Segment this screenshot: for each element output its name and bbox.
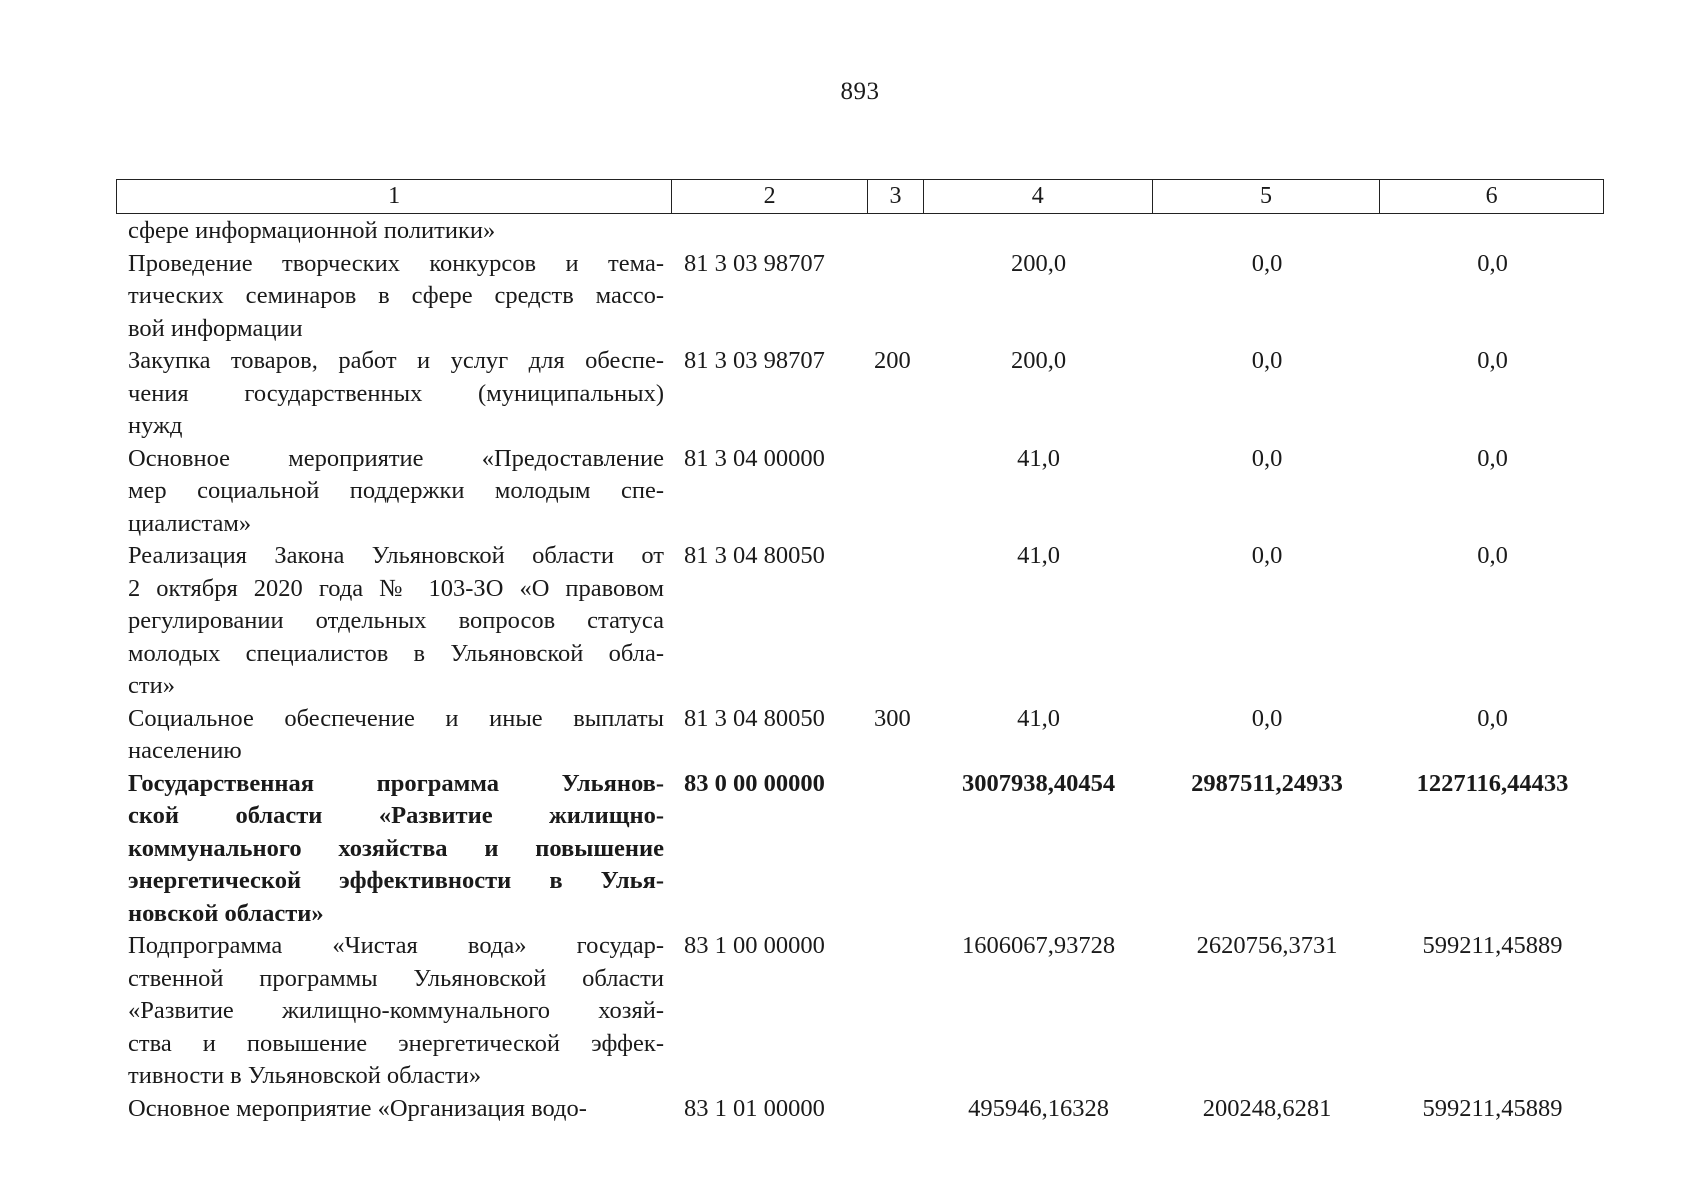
row-value-col5: 2620756,3731 [1196, 932, 1338, 959]
description-line: сти» [128, 672, 175, 699]
table-row [116, 703, 1604, 768]
row-code: 81 3 04 80050 [684, 542, 825, 569]
row-expense-type: 200 [874, 347, 911, 374]
row-description [116, 703, 672, 768]
description-line: новской области» [128, 899, 324, 927]
row-value-col4: 41,0 [1017, 704, 1060, 732]
description-line: энергетической эффективности в Улья- [128, 867, 664, 894]
table-row [116, 215, 1604, 248]
description-line: вой информации [128, 314, 303, 342]
table-row [116, 345, 1604, 443]
row-code: 83 1 00 00000 [684, 932, 825, 959]
row-value-col6: 0,0 [1477, 542, 1508, 569]
description-line: молодых специалистов в Ульяновской обла- [128, 639, 664, 667]
description-line: тических семинаров в сфере средств массо- [128, 282, 664, 309]
table-row [116, 1093, 1604, 1126]
row-code [672, 215, 868, 248]
row-value-col5 [1153, 215, 1381, 248]
row-value-col5: 0,0 [1251, 249, 1283, 277]
row-value-col5: 0,0 [1251, 444, 1283, 472]
row-value-col4: 1606067,93728 [961, 932, 1116, 959]
row-value-col6: 599211,45889 [1422, 932, 1563, 959]
row-code: 83 0 00 00000 [684, 769, 825, 797]
row-description [116, 540, 672, 703]
header-col-5: 5 [1153, 180, 1381, 213]
description-line: Государственная программа Ульянов- [128, 769, 664, 797]
header-col-6: 6 [1485, 183, 1498, 209]
description-line: ства и повышение энергетической эффек- [128, 1029, 664, 1057]
table-row [116, 443, 1604, 541]
description-line: 2 октября 2020 года № 103-ЗО «О правовом [128, 574, 664, 602]
row-value-col5: 200248,6281 [1202, 1094, 1332, 1122]
table-row [116, 248, 1604, 346]
description-line: регулировании отдельных вопросов статуса [128, 607, 664, 634]
row-expense-type [868, 540, 924, 703]
row-code: 81 3 03 98707 [684, 249, 825, 277]
row-code: 81 3 03 98707 [684, 347, 825, 374]
row-value-col5: 2987511,24933 [1191, 769, 1343, 797]
row-value-col6: 0,0 [1477, 347, 1508, 374]
description-line: Основное мероприятие «Организация водо- [128, 1094, 587, 1122]
row-expense-type [868, 248, 924, 346]
row-description [116, 930, 672, 1093]
row-code: 81 3 04 00000 [684, 444, 825, 472]
description-line: Подпрограмма «Чистая вода» государ- [128, 932, 664, 959]
row-value-col5: 0,0 [1251, 542, 1283, 569]
row-value-col4: 41,0 [1017, 444, 1060, 472]
row-description [116, 768, 672, 931]
row-description [116, 443, 672, 541]
description-line: «Развитие жилищно-коммунального хозяй- [128, 997, 664, 1024]
header-col-2: 2 [672, 180, 868, 213]
description-line: ской области «Развитие жилищно- [128, 802, 664, 829]
description-line: чения государственных (муниципальных) [128, 379, 664, 407]
row-expense-type [868, 930, 924, 1093]
row-code: 83 1 01 00000 [684, 1094, 825, 1122]
row-description [116, 345, 672, 443]
table-header [116, 179, 1604, 214]
header-col-4: 4 [924, 180, 1153, 213]
description-line: тивности в Ульяновской области» [128, 1062, 482, 1089]
row-expense-type [868, 1093, 924, 1126]
row-value-col6: 599211,45889 [1422, 1094, 1563, 1122]
row-value-col5: 0,0 [1251, 704, 1283, 732]
description-line: Проведение творческих конкурсов и тема- [128, 249, 664, 277]
row-description [116, 215, 672, 248]
description-line: Закупка товаров, работ и услуг для обеспе- [128, 347, 664, 374]
row-value-col6 [1381, 215, 1604, 248]
row-description [116, 1093, 672, 1126]
row-value-col6: 1227116,44433 [1416, 769, 1569, 797]
row-value-col4: 200,0 [1010, 249, 1067, 277]
description-line: циалистам» [128, 509, 252, 537]
row-value-col4: 200,0 [1010, 347, 1067, 374]
description-line: ственной программы Ульяновской области [128, 964, 664, 992]
description-line: Социальное обеспечение и иные выплаты [128, 704, 664, 732]
description-line: Реализация Закона Ульяновской области от [128, 542, 664, 569]
table-row [116, 768, 1604, 931]
row-value-col5: 0,0 [1251, 347, 1283, 374]
table-row [116, 540, 1604, 703]
row-value-col6: 0,0 [1477, 444, 1508, 472]
row-value-col4: 3007938,40454 [961, 769, 1116, 797]
row-value-col6: 0,0 [1477, 249, 1508, 277]
header-col-3: 3 [868, 180, 924, 213]
description-line: сфере информационной политики» [128, 217, 496, 244]
page-number: 893 [840, 78, 880, 105]
description-line: нужд [128, 412, 183, 439]
header-col-1: 1 [117, 180, 672, 213]
table-body [116, 215, 1604, 1125]
row-expense-type [868, 443, 924, 541]
description-line: населению [128, 737, 242, 764]
row-expense-type [868, 768, 924, 931]
row-value-col4: 495946,16328 [968, 1094, 1109, 1122]
table-row [116, 930, 1604, 1093]
row-expense-type: 300 [874, 704, 911, 732]
row-description [116, 248, 672, 346]
row-value-col6: 0,0 [1477, 704, 1508, 732]
description-line: мер социальной поддержки молодым спе- [128, 477, 664, 504]
description-line: Основное мероприятие «Предоставление [128, 444, 664, 472]
row-value-col4 [924, 215, 1153, 248]
description-line: коммунального хозяйства и повышение [128, 834, 664, 862]
row-expense-type [868, 215, 924, 248]
row-value-col4: 41,0 [1017, 542, 1060, 569]
row-code: 81 3 04 80050 [684, 704, 825, 732]
